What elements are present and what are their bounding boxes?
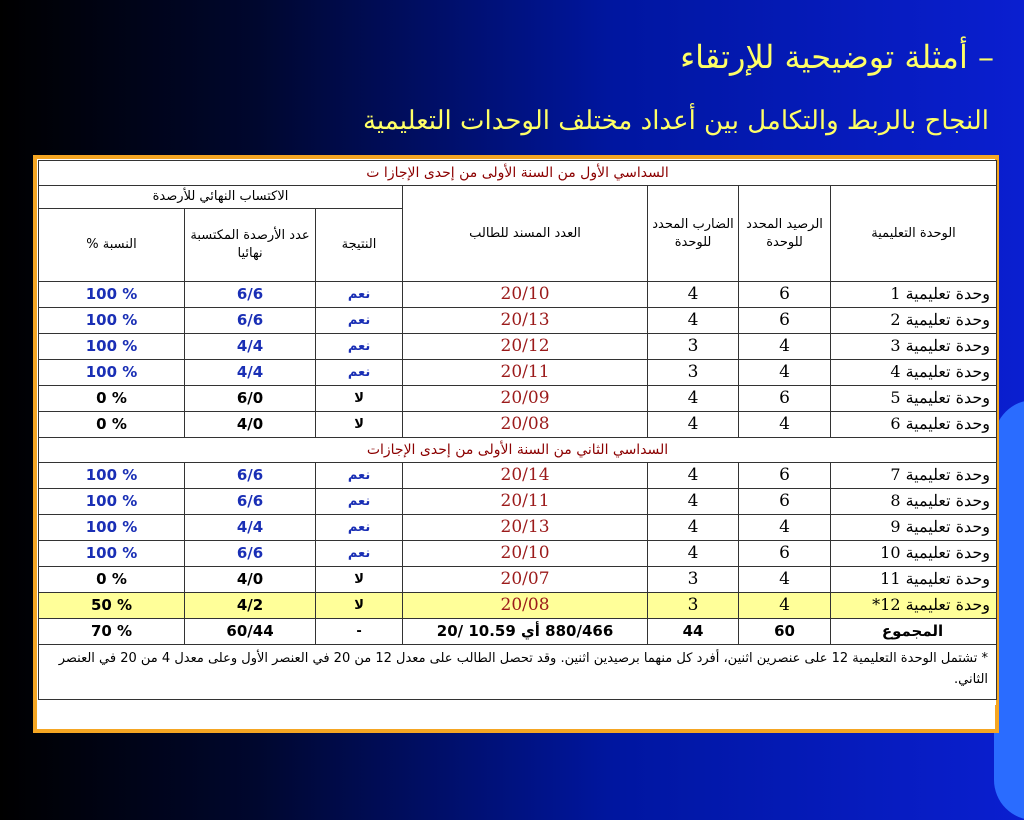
result-cell: نعم: [316, 308, 403, 334]
unit-cell: وحدة تعليمية 4: [831, 360, 997, 386]
semester-2-rows: [39, 463, 997, 619]
unit-cell: وحدة تعليمية 7: [831, 463, 997, 489]
result-cell: نعم: [316, 334, 403, 360]
result-cell: نعم: [316, 463, 403, 489]
coef-cell: 4: [648, 308, 739, 334]
result-cell: لا: [316, 386, 403, 412]
credit-cell: 4: [739, 567, 831, 593]
table-row: [39, 412, 997, 438]
ratio-cell: % 100: [39, 541, 185, 567]
coef-cell: 3: [648, 567, 739, 593]
slide-title: – أمثلة توضيحية للإرتقاء: [680, 38, 994, 76]
unit-cell: وحدة تعليمية 9: [831, 515, 997, 541]
grade-cell: 20/08: [403, 412, 648, 438]
earned-cell: 6/6: [185, 541, 316, 567]
table-row: [39, 334, 997, 360]
earned-cell: 4/2: [185, 593, 316, 619]
grade-cell: 20/10: [403, 282, 648, 308]
credit-cell: 6: [739, 541, 831, 567]
credit-cell: 6: [739, 308, 831, 334]
total-grade: 880/466 أي 10.59 /20: [403, 619, 648, 645]
total-ratio: % 70: [39, 619, 185, 645]
result-cell: نعم: [316, 515, 403, 541]
coef-cell: 4: [648, 541, 739, 567]
unit-cell: وحدة تعليمية 3: [831, 334, 997, 360]
slide-subtitle: النجاح بالربط والتكامل بين أعداد مختلف الوحدات التعليمية: [362, 106, 989, 136]
table-row: [39, 308, 997, 334]
coef-cell: 4: [648, 412, 739, 438]
credit-cell: 6: [739, 463, 831, 489]
grade-cell: 20/08: [403, 593, 648, 619]
grade-cell: 20/07: [403, 567, 648, 593]
total-earned: 60/44: [185, 619, 316, 645]
earned-cell: 4/4: [185, 515, 316, 541]
coef-cell: 4: [648, 463, 739, 489]
grade-cell: 20/14: [403, 463, 648, 489]
footnote: * تشتمل الوحدة التعليمية 12 على عنصرين اثنين، أفرد كل منهما برصيدين اثنين. وقد تحصل الطالب على معدل 12 من 20 في العنصر الأول وعلى معدل 4 من 20 في العنصر الثاني.: [39, 645, 997, 700]
earned-cell: 4/0: [185, 567, 316, 593]
table-row: [39, 567, 997, 593]
credit-cell: 4: [739, 412, 831, 438]
coef-cell: 3: [648, 593, 739, 619]
credit-cell: 4: [739, 515, 831, 541]
table-row: [39, 489, 997, 515]
header-unit: الوحدة التعليمية: [831, 186, 997, 282]
total-result: -: [316, 619, 403, 645]
result-cell: لا: [316, 412, 403, 438]
total-row: [39, 619, 997, 645]
unit-cell: وحدة تعليمية 5: [831, 386, 997, 412]
ratio-cell: % 50: [39, 593, 185, 619]
result-cell: نعم: [316, 489, 403, 515]
earned-cell: 4/4: [185, 360, 316, 386]
header-ratio: النسبة %: [39, 209, 185, 282]
ratio-cell: % 100: [39, 489, 185, 515]
earned-cell: 6/6: [185, 308, 316, 334]
ratio-cell: % 100: [39, 463, 185, 489]
earned-cell: 6/6: [185, 463, 316, 489]
grade-cell: 20/09: [403, 386, 648, 412]
header-final: الاكتساب النهائي للأرصدة: [39, 186, 403, 209]
coef-cell: 3: [648, 360, 739, 386]
grade-cell: 20/10: [403, 541, 648, 567]
ratio-cell: % 100: [39, 334, 185, 360]
semester-2-header: السداسي الثاني من السنة الأولى من إحدى الإجازات: [39, 438, 997, 463]
total-credit: 60: [739, 619, 831, 645]
credit-cell: 6: [739, 282, 831, 308]
unit-cell: وحدة تعليمية 1: [831, 282, 997, 308]
credits-table-container: [38, 160, 996, 705]
table-row: [39, 282, 997, 308]
credit-cell: 6: [739, 489, 831, 515]
ratio-cell: % 100: [39, 515, 185, 541]
header-coef: الضارب المحدد للوحدة: [648, 186, 739, 282]
unit-cell: وحدة تعليمية 6: [831, 412, 997, 438]
unit-cell: وحدة تعليمية 2: [831, 308, 997, 334]
ratio-cell: % 100: [39, 360, 185, 386]
result-cell: نعم: [316, 541, 403, 567]
unit-cell: وحدة تعليمية 10: [831, 541, 997, 567]
coef-cell: 4: [648, 489, 739, 515]
table-row: [39, 593, 997, 619]
semester-1-header: السداسي الأول من السنة الأولى من إحدى الإجازا ت: [39, 161, 997, 186]
coef-cell: 4: [648, 282, 739, 308]
credit-cell: 4: [739, 334, 831, 360]
ratio-cell: % 0: [39, 412, 185, 438]
grade-cell: 20/12: [403, 334, 648, 360]
earned-cell: 6/0: [185, 386, 316, 412]
ratio-cell: % 100: [39, 282, 185, 308]
header-credit: الرصيد المحدد للوحدة: [739, 186, 831, 282]
coef-cell: 4: [648, 386, 739, 412]
table-row: [39, 463, 997, 489]
credit-cell: 6: [739, 386, 831, 412]
grade-cell: 20/13: [403, 308, 648, 334]
earned-cell: 4/4: [185, 334, 316, 360]
earned-cell: 4/0: [185, 412, 316, 438]
table-row: [39, 541, 997, 567]
coef-cell: 4: [648, 515, 739, 541]
result-cell: لا: [316, 567, 403, 593]
unit-cell: وحدة تعليمية 8: [831, 489, 997, 515]
grade-cell: 20/11: [403, 360, 648, 386]
ratio-cell: % 100: [39, 308, 185, 334]
grade-cell: 20/11: [403, 489, 648, 515]
ratio-cell: % 0: [39, 567, 185, 593]
table-row: [39, 360, 997, 386]
unit-cell: وحدة تعليمية 11: [831, 567, 997, 593]
total-coef: 44: [648, 619, 739, 645]
table-row: [39, 386, 997, 412]
ratio-cell: % 0: [39, 386, 185, 412]
table-row: [39, 515, 997, 541]
total-label: المجموع: [831, 619, 997, 645]
credits-table: [38, 160, 997, 700]
earned-cell: 6/6: [185, 282, 316, 308]
grade-cell: 20/13: [403, 515, 648, 541]
header-result: النتيجة: [316, 209, 403, 282]
header-grade: العدد المسند للطالب: [403, 186, 648, 282]
result-cell: لا: [316, 593, 403, 619]
result-cell: نعم: [316, 360, 403, 386]
credit-cell: 4: [739, 360, 831, 386]
semester-1-rows: [39, 282, 997, 438]
result-cell: نعم: [316, 282, 403, 308]
earned-cell: 6/6: [185, 489, 316, 515]
header-earned: عدد الأرصدة المكتسبة نهائيا: [185, 209, 316, 282]
coef-cell: 3: [648, 334, 739, 360]
credit-cell: 4: [739, 593, 831, 619]
unit-cell: وحدة تعليمية 12*: [831, 593, 997, 619]
